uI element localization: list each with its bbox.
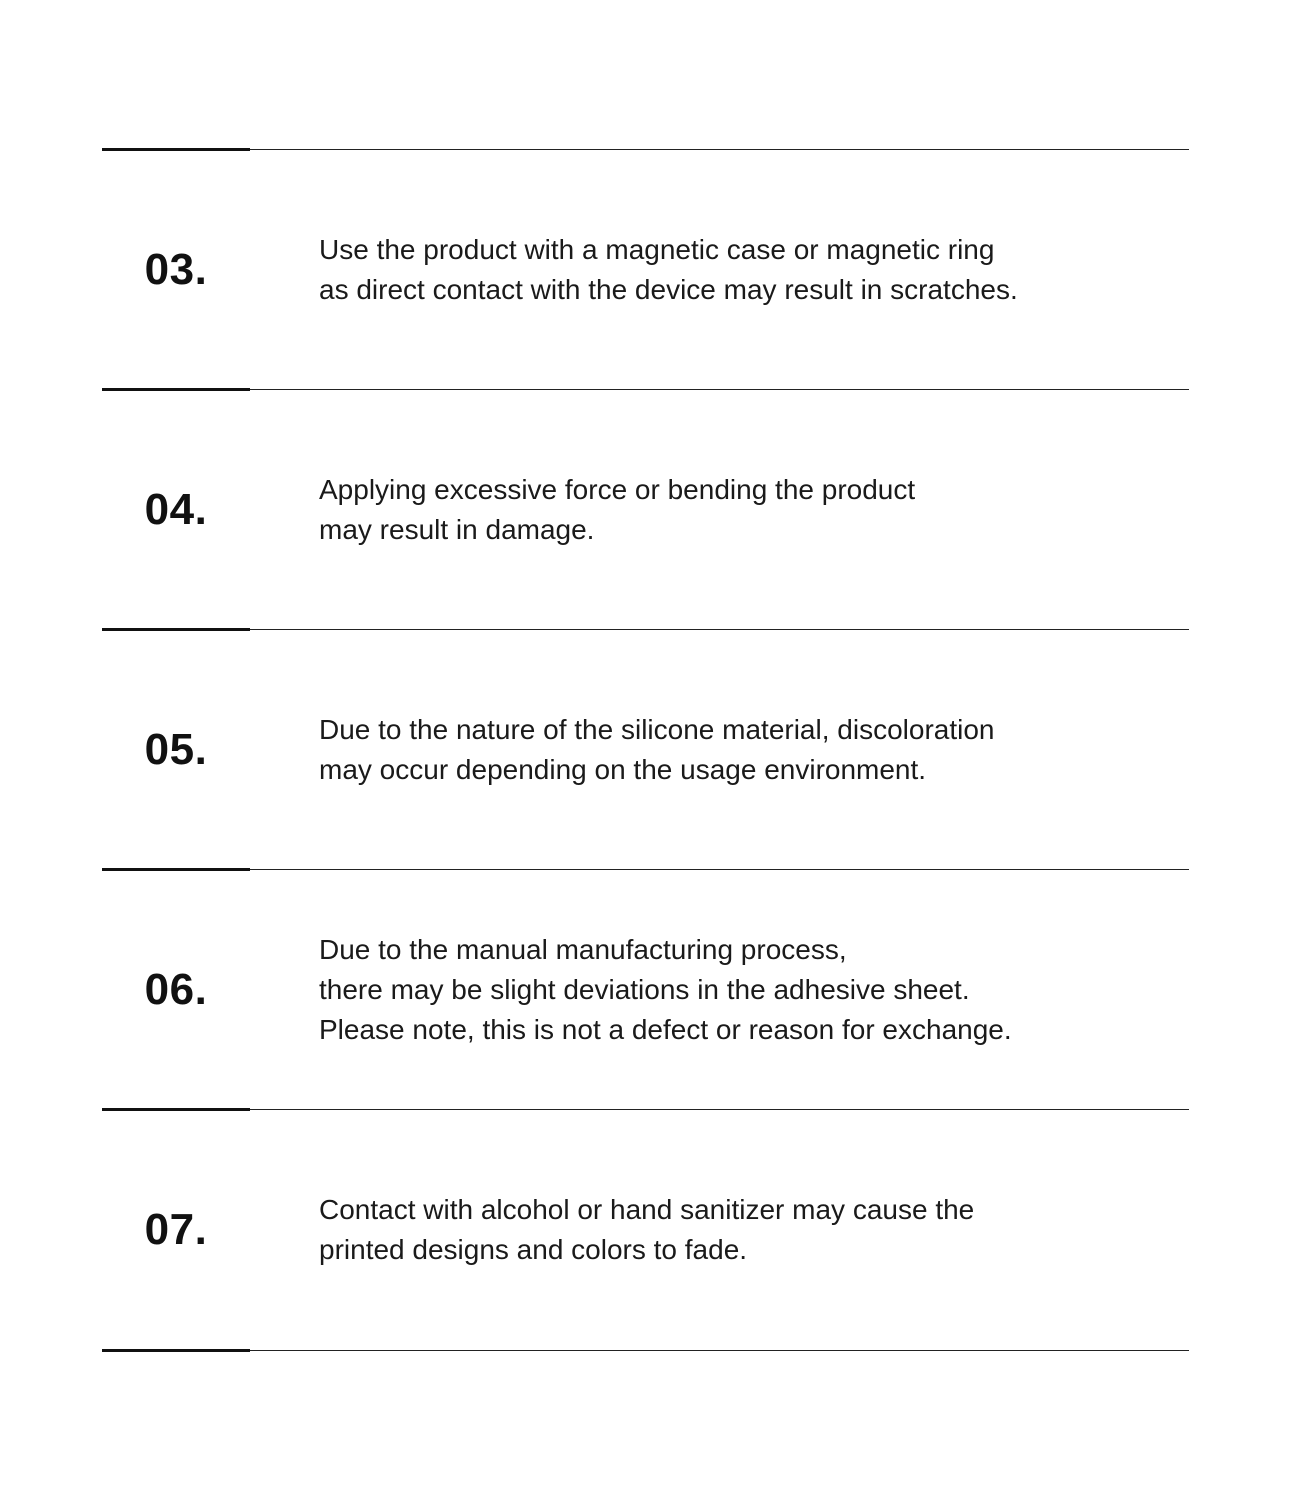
note-item — [0, 1110, 1290, 1350]
note-item — [0, 150, 1290, 390]
note-line: Use the product with a magnetic case or magnetic ring — [319, 234, 995, 265]
divider — [102, 1350, 1189, 1351]
note-number: 06. — [144, 965, 208, 1014]
note-number: 05. — [144, 725, 208, 774]
note-item — [0, 390, 1290, 630]
note-line: may occur depending on the usage environment. — [319, 754, 927, 785]
note-line: printed designs and colors to fade. — [319, 1234, 748, 1265]
note-number: 04. — [144, 485, 208, 534]
note-line: Applying excessive force or bending the product — [319, 474, 916, 505]
note-line: Due to the manual manufacturing process, — [319, 934, 847, 965]
note-item — [0, 870, 1290, 1110]
note-text — [319, 1110, 1159, 1350]
note-text — [319, 870, 1159, 1110]
note-number: 07. — [144, 1205, 208, 1254]
note-text — [319, 390, 1159, 630]
note-line: Due to the nature of the silicone material, discoloration — [319, 714, 995, 745]
note-item — [0, 630, 1290, 870]
note-line: as direct contact with the device may result in scratches. — [319, 274, 1018, 305]
note-number: 03. — [144, 245, 208, 294]
note-line: there may be slight deviations in the adhesive sheet. — [319, 974, 970, 1005]
note-line: Contact with alcohol or hand sanitizer may cause the — [319, 1194, 975, 1225]
note-line: may result in damage. — [319, 514, 595, 545]
note-text — [319, 630, 1159, 870]
note-line: Please note, this is not a defect or reason for exchange. — [319, 1014, 1012, 1045]
note-text — [319, 150, 1159, 390]
